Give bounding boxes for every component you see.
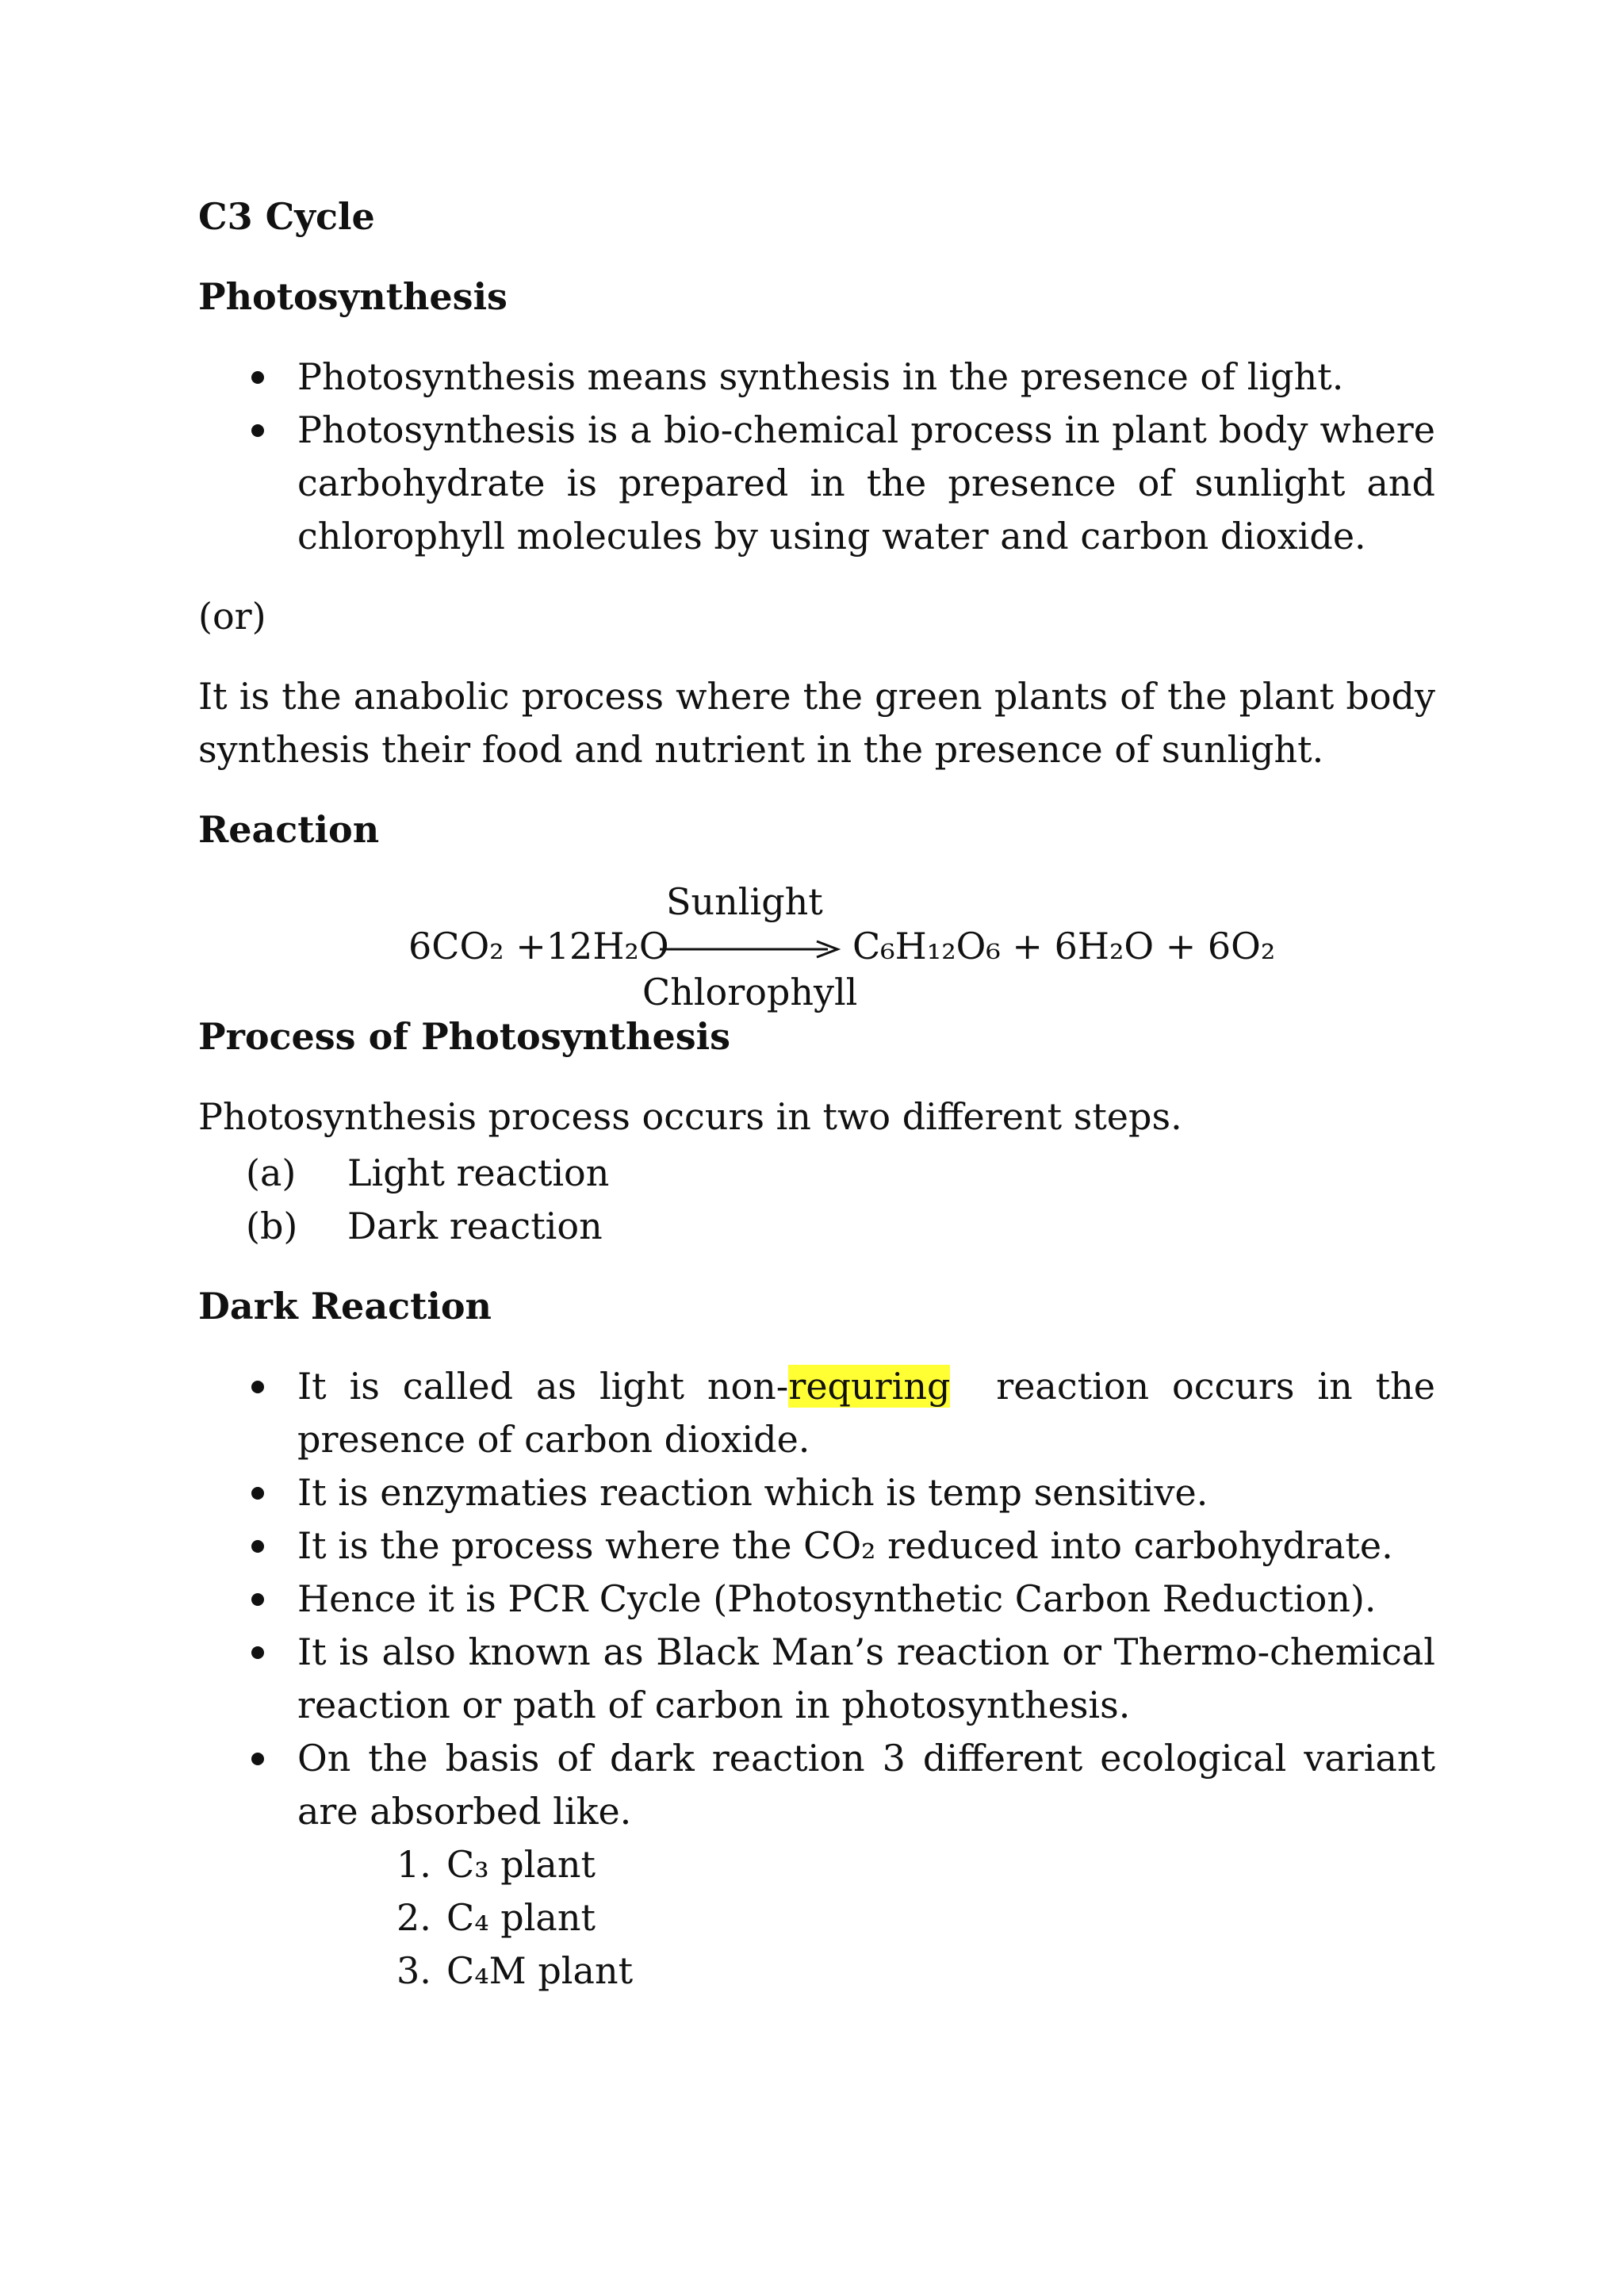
alt-definition: It is the anabolic process where the green plants of the plant body synthesis their food and nutrient in the presence of sunlight. [198,675,1435,771]
variant-text: C₄M plant [446,1949,634,1992]
list-item [198,1360,1447,1466]
list-item: It is enzymaties reaction which is temp sensitive. [198,1466,1435,1519]
step-text: Light reaction [347,1151,610,1194]
list-item: It is the process where the CO₂ reduced into carbohydrate. [198,1519,1435,1573]
list-item: It is also known as Black Man’s reaction or Thermo-chemical reaction or path of carbon in photosynthesis. [198,1626,1435,1732]
or-separator: (or) [198,595,266,638]
arrow-condition-below: Chlorophyll [642,971,858,1013]
dark-reaction-heading: Dark Reaction [198,1285,492,1328]
reaction-heading: Reaction [198,808,380,851]
step-label: (a) [246,1151,297,1194]
bullet-text: reaction occurs in the presence of carbon dioxide. [297,1365,1447,1461]
process-heading: Process of Photosynthesis [198,1015,731,1058]
step-label: (b) [246,1205,298,1247]
bullet-text: It is called as light non- [297,1365,789,1408]
list-item: Photosynthesis is a bio-chemical process in plant body where carbohydrate is prepared in the presence of sunlight and chlorophyll molecules by using water and carbon dioxide. [198,404,1435,563]
document-title: C3 Cycle [198,195,375,238]
variant-text: C₄ plant [446,1896,596,1939]
reactants: 6CO₂ +12H₂O [408,925,669,967]
photosynthesis-heading: Photosynthesis [198,275,508,318]
dark-reaction-bullets [198,1360,1447,1838]
photosynthesis-bullets [198,351,1435,563]
list-item [198,1891,1435,1944]
list-item [198,1944,1435,1998]
list-item: On the basis of dark reaction 3 different ecological variant are absorbed like. [198,1732,1435,1838]
ecological-variants [198,1838,1435,1998]
products: C₆H₁₂O₆ + 6H₂O + 6O₂ [852,925,1276,967]
list-item [198,1147,1435,1200]
variant-number: 1. [396,1843,431,1886]
list-item: Photosynthesis means synthesis in the presence of light. [198,351,1435,404]
document-content [198,190,1447,1998]
reaction-arrow-icon [658,939,841,960]
variant-number: 2. [396,1896,431,1939]
list-item: Hence it is PCR Cycle (Photosynthetic Carbon Reduction). [198,1573,1435,1626]
list-item [198,1200,1435,1253]
process-intro: Photosynthesis process occurs in two different steps. [198,1095,1182,1138]
step-text: Dark reaction [347,1205,603,1247]
process-steps [198,1147,1435,1253]
variant-text: C₃ plant [446,1843,596,1886]
arrow-condition-above: Sunlight [666,880,823,923]
list-item [198,1838,1435,1891]
variant-number: 3. [396,1949,431,1992]
reaction-equation [198,875,1435,1013]
highlighted-word: requring [788,1365,951,1408]
